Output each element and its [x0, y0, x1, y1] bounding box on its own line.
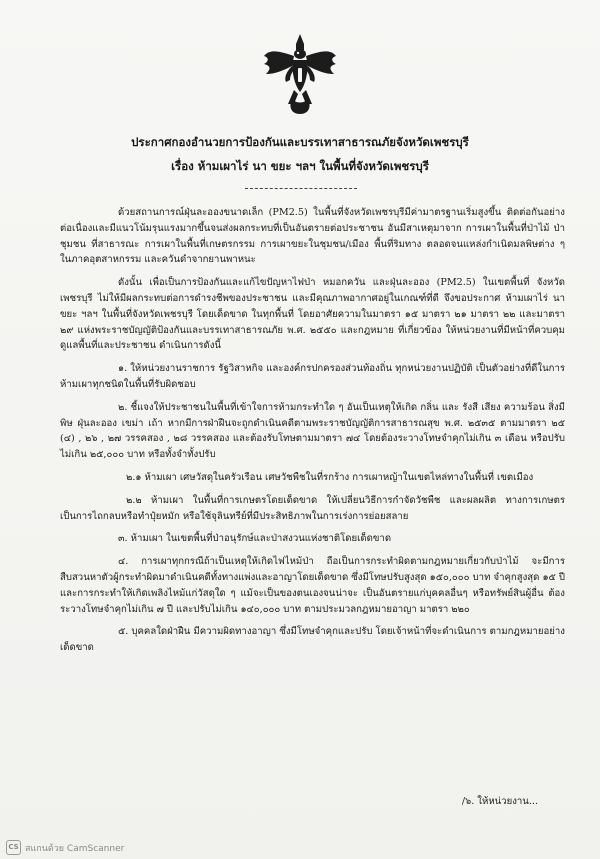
paragraph-intro: ด้วยสถานการณ์ฝุ่นละอองขนาดเล็ก (PM2.5) ในพื้นที่จังหวัดเพชรบุรีมีค่ามาตรฐานเริ่มสูงขึ้น ติดต่อกันอย่างต่อเนื่องและมีแนวโน้มรุนแรงมากขึ้นจนส่งผลกระทบที่เป็นอันตรายต่อประชาชน อันมีสาเหตุมาจาก การเผาในพื้นที่ป่าไม้ ป่าชุมชน ที่สาธารณะ การเผาในพื้นที่เกษตรกรรม การเผาขยะในชุมชน/เมือง พื้นที่ริมทาง ตลอดจนแหล่งกำเนิดมลพิษต่าง ๆ ในภาคอุตสาหกรรม และควันดำจากยานพาหนะ	[60, 207, 565, 266]
document-subject: เรื่อง ห้ามเผาไร่ นา ขยะ ฯลฯ ในพื้นที่จังหวัดเพชรบุรี	[171, 159, 429, 173]
title-divider	[245, 188, 357, 189]
paragraph-item-2: ๒. ชี้แจงให้ประชาชนในพื้นที่เข้าใจการห้ามกระทำใด ๆ อันเป็นเหตุให้เกิด กลิ่น และ รังสี เสียง ความร้อน สิ่งมีพิษ ฝุ่นละออง เขม่า เถ้า หากมีการฝ่าฝืนจะถูกดำเนินคดีตามพระราชบัญญัติการสาธารณสุข พ.ศ. ๒๕๓๕ ตามมาตรา ๒๕ (๔) , ๒๖ , ๒๗ วรรคสอง , ๒๘ วรรคสอง และต้องรับโทษตามมาตรา ๗๔ โดยต้องระวางโทษจำคุกไม่เกิน ๓ เดือน หรือปรับไม่เกิน ๒๕,๐๐๐ บาท หรือทั้งจำทั้งปรับ	[60, 401, 565, 461]
watermark-text: สแกนด้วย CamScanner	[25, 843, 125, 854]
paragraph-item-2-1: ๒.๑ ห้ามเผา เศษวัสดุในครัวเรือน เศษวัชพืชในที่รกร้าง การเผาหญ้าในเขตไหล่ทางในพื้นที่ เขตเมือง	[126, 471, 534, 483]
paragraph-item-2-2: ๒.๒ ห้ามเผา ในพื้นที่การเกษตรโดยเด็ดขาด ให้เปลี่ยนวิธีการกำจัดวัชพืช และผลผลิต ทางการเกษตรเป็นการไถกลบหรือทำปุ๋ยหมัก หรือใช้จุลินทรีย์ที่มีประสิทธิภาพในการเร่งการย่อยสลาย	[60, 494, 565, 522]
paragraph-item-4: ๔. การเผาทุกกรณีถ้าเป็นเหตุให้เกิดไฟไหม้ป่า ถือเป็นการกระทำผิดตามกฎหมายเกี่ยวกับป่าไม้ จะมีการสืบสวนหาตัวผู้กระทำผิดมาดำเนินคดีทั้งทางแพ่งและอาญาโดยเด็ดขาด ซึ่งมีโทษปรับสูงสุด ๑๕๐,๐๐๐ บาท จำคุกสูงสุด ๑๕ ปี และการกระทำให้เกิดเพลิงไหม้แก่วัสดุใด ๆ แม้จะเป็นของตนเองจนน่าจะ เป็นอันตรายแก่บุคคลอื่นๆ หรือทรัพย์สินผู้อื่น ต้องระวางโทษจำคุกไม่เกิน ๗ ปี และปรับไม่เกิน ๑๔๐,๐๐๐ บาท ตามประมวลกฎหมายอาญา มาตรา ๒๒๐	[60, 556, 565, 615]
page-continuation: /๖. ให้หน่วยงาน...	[461, 796, 538, 807]
paragraph-item-1: ๑. ให้หน่วยงานราชการ รัฐวิสาหกิจ และองค์กรปกครองส่วนท้องถิ่น ทุกหน่วยงานปฏิบัติ เป็นตัวอย่างที่ดีในการห้ามเผาทุกชนิดในพื้นที่รับผิดชอบ	[60, 363, 565, 390]
paragraph-item-5: ๕. บุคคลใดฝ่าฝืน มีความผิดทางอาญา ซึ่งมีโทษจำคุกและปรับ โดยเจ้าหน้าที่จะดำเนินการ ตามกฎหมายอย่างเด็ดขาด	[60, 626, 565, 654]
document-body	[60, 205, 565, 663]
camscanner-logo-icon: CS	[6, 840, 21, 855]
scanner-watermark	[6, 840, 124, 855]
garuda-emblem-icon	[262, 32, 338, 116]
paragraph-announcement: ดังนั้น เพื่อเป็นการป้องกันและแก้ไขปัญหาไฟป่า หมอกควัน และฝุ่นละออง (PM2.5) ในเขตพื้นที่ จังหวัดเพชรบุรี ไม่ให้มีผลกระทบต่อการดำรงชีพของประชาชน และมีคุณภาพอากาศอยู่ในเกณฑ์ที่ดี จึงขอประกาศ ห้ามเผาไร่ นา ขยะ ฯลฯ ในพื้นที่จังหวัดเพชรบุรี โดยเด็ดขาด ในทุกพื้นที่ โดยอาศัยความในมาตรา ๑๕ มาตรา ๒๑ มาตรา ๒๒ และมาตรา ๒๙ แห่งพระราชบัญญัติป้องกันและบรรเทาสาธารณภัย พ.ศ. ๒๕๕๐ และกฎหมาย ที่เกี่ยวข้อง ให้หน่วยงานที่มีหน้าที่ควบคุมดูแลพื้นที่และประชาชน ดำเนินการดังนี้	[60, 277, 565, 352]
paragraph-item-3: ๓. ห้ามเผา ในเขตพื้นที่ป่าอนุรักษ์และป่าสงวนแห่งชาติโดยเด็ดขาด	[118, 533, 392, 545]
document-title: ประกาศกองอำนวยการป้องกันและบรรเทาสาธารณภัยจังหวัดเพชรบุรี	[131, 135, 469, 149]
